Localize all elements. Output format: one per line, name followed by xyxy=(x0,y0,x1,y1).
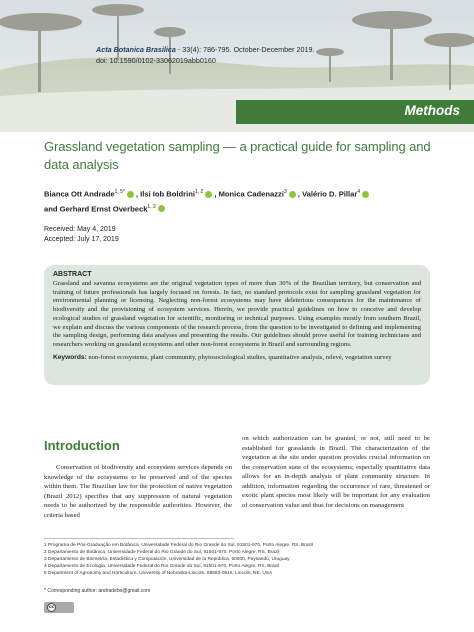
received-date: Received: May 4, 2019 xyxy=(44,226,116,233)
issue-info: - 33(4): 786-795. October-December 2019. xyxy=(175,45,315,54)
author-affiliation: 1, 5* xyxy=(114,189,125,195)
orcid-icon[interactable] xyxy=(158,205,165,212)
footnote: 3 Departamento de Biometría, Estadística y Computación, Universidad de la República, 60000, Paysandú, Uruguay xyxy=(44,557,290,562)
cc-icon: cc xyxy=(48,605,55,610)
author-affiliation: 4 xyxy=(357,189,361,195)
keywords-label: Keywords: xyxy=(53,353,87,361)
author-list: Bianca Ott Andrade$^{1, 5*}$ , Ilsi Iob Boldrini$^{1, 2}$ , Monica Cadenazzi$^3$ , Valério D. Pillar$^4$ and Gerhard Ernst Overbeck$^{1, 2}$ xyxy=(44,186,444,215)
corresponding-author: * Corresponding author: andradebo@gmail.com xyxy=(44,588,151,594)
accepted-date: Accepted: July 17, 2019 xyxy=(44,235,119,243)
author-affiliation: 3 xyxy=(283,189,287,195)
author-affiliation: 1, 2 xyxy=(194,189,204,195)
affiliations-footnotes xyxy=(44,542,434,577)
keywords xyxy=(53,354,421,363)
author-name: Valério D. Pillar xyxy=(301,189,358,199)
footnote: 5 Department of Agronomy and Horticulture, University of Nebraska-Lincoln, 68583-0915, Lincoln, NE, USA xyxy=(44,571,273,576)
author-name: Monica Cadenazzi xyxy=(218,189,284,199)
abstract-heading: ABSTRACT xyxy=(53,271,92,278)
orcid-icon[interactable] xyxy=(205,191,212,198)
footnote: 4 Departamento de Ecologia, Universidade Federal do Rio Grande do Sul, 91501-970, Porto Alegre, RS, Brazil xyxy=(44,564,280,569)
footnote: 2 Departamento de Botânica, Universidade Federal do Rio Grande do Sul, 91501-970, Porto Alegre, RS, Brazil xyxy=(44,550,280,555)
section-label-bar xyxy=(236,100,474,124)
journal-name: Acta Botanica Brasilica xyxy=(96,45,176,54)
introduction-right-column: on which authorization can be granted, or not, still need to be established for grasslands in Brazil. The characterization of the vegetation at the site under question provides crucial information on the conservation state of the ecosystems; especially quantitative data allows for an in-depth analysis of plant community structure. In addition, information regarding the occurrence of rare, threatened or exotic plant species most likely will be important for any evaluation of conservation value and thus for decisions on management xyxy=(242,435,430,509)
author-name: Ilsi Iob Boldrini xyxy=(140,189,195,199)
abstract-box xyxy=(44,265,430,385)
introduction-heading: Introduction xyxy=(44,438,120,453)
author-name: Bianca Ott Andrade xyxy=(44,189,115,199)
orcid-icon[interactable] xyxy=(289,191,296,198)
footnote: 1 Programa de Pós-Graduação em Botânica, Universidade Federal do Rio Grande do Sul, 91501-970, Porto Alegre, RS, Brazil xyxy=(44,543,314,548)
abstract-text: Grassland and savanna ecosystems are the original vegetation types of more than 30% of the Brazilian territory, but conservation and training of future professionals has largely focused on forests. In fact, no standard protocols exist for sampling grassland vegetation for environmental planning or licensing. Neglecting non-forest ecosystems may have deleterious consequences for the maintenance of biodiversity and the provisioning of ecosystem services. Herein, we provide practical guidelines on how to conceive and develop ecological studies of grassland vegetation for scientific, monitoring or technical purposes. Using examples mostly from southern Brazil, we explain and discuss the various components of the research process, from the question to be investigated to defining and implementing the sampling design, performing data analyses and presenting the results. Our guidelines should prove useful for training technicians and researchers working on grassland ecosystems and other non-forest ecosystems in Brazil and surrounding regions. xyxy=(53,280,421,348)
orcid-icon[interactable] xyxy=(127,191,134,198)
section-label: Methods xyxy=(404,103,460,118)
creative-commons-badge[interactable] xyxy=(44,602,74,613)
footnote-divider xyxy=(44,538,234,539)
keywords-list: non-forest ecosystems, plant community, phytosociological studies, quantitative analysis, relevé, vegetation survey xyxy=(86,353,392,361)
author-affiliation: 1, 2 xyxy=(147,203,156,210)
author-name: Gerhard Ernst Overbeck xyxy=(59,204,148,214)
introduction-left-column: Conservation of biodiversity and ecosystem services depends on knowledge of the ecosystems to be preserved and of the species within them. The Brazilian law for the protection of native vegetation (Brazil 2012) specifies that any suppression of natural vegetation needs to be authorized by the responsible authorities. However, the criteria based xyxy=(44,464,232,519)
article-title: Grassland vegetation sampling — a practical guide for sampling and data analysis xyxy=(44,139,431,172)
orcid-icon[interactable] xyxy=(362,191,369,198)
journal-citation xyxy=(96,44,315,66)
article-dates xyxy=(44,225,119,244)
doi-link[interactable]: doi: 10.1590/0102-33062019abb0160 xyxy=(96,56,216,65)
